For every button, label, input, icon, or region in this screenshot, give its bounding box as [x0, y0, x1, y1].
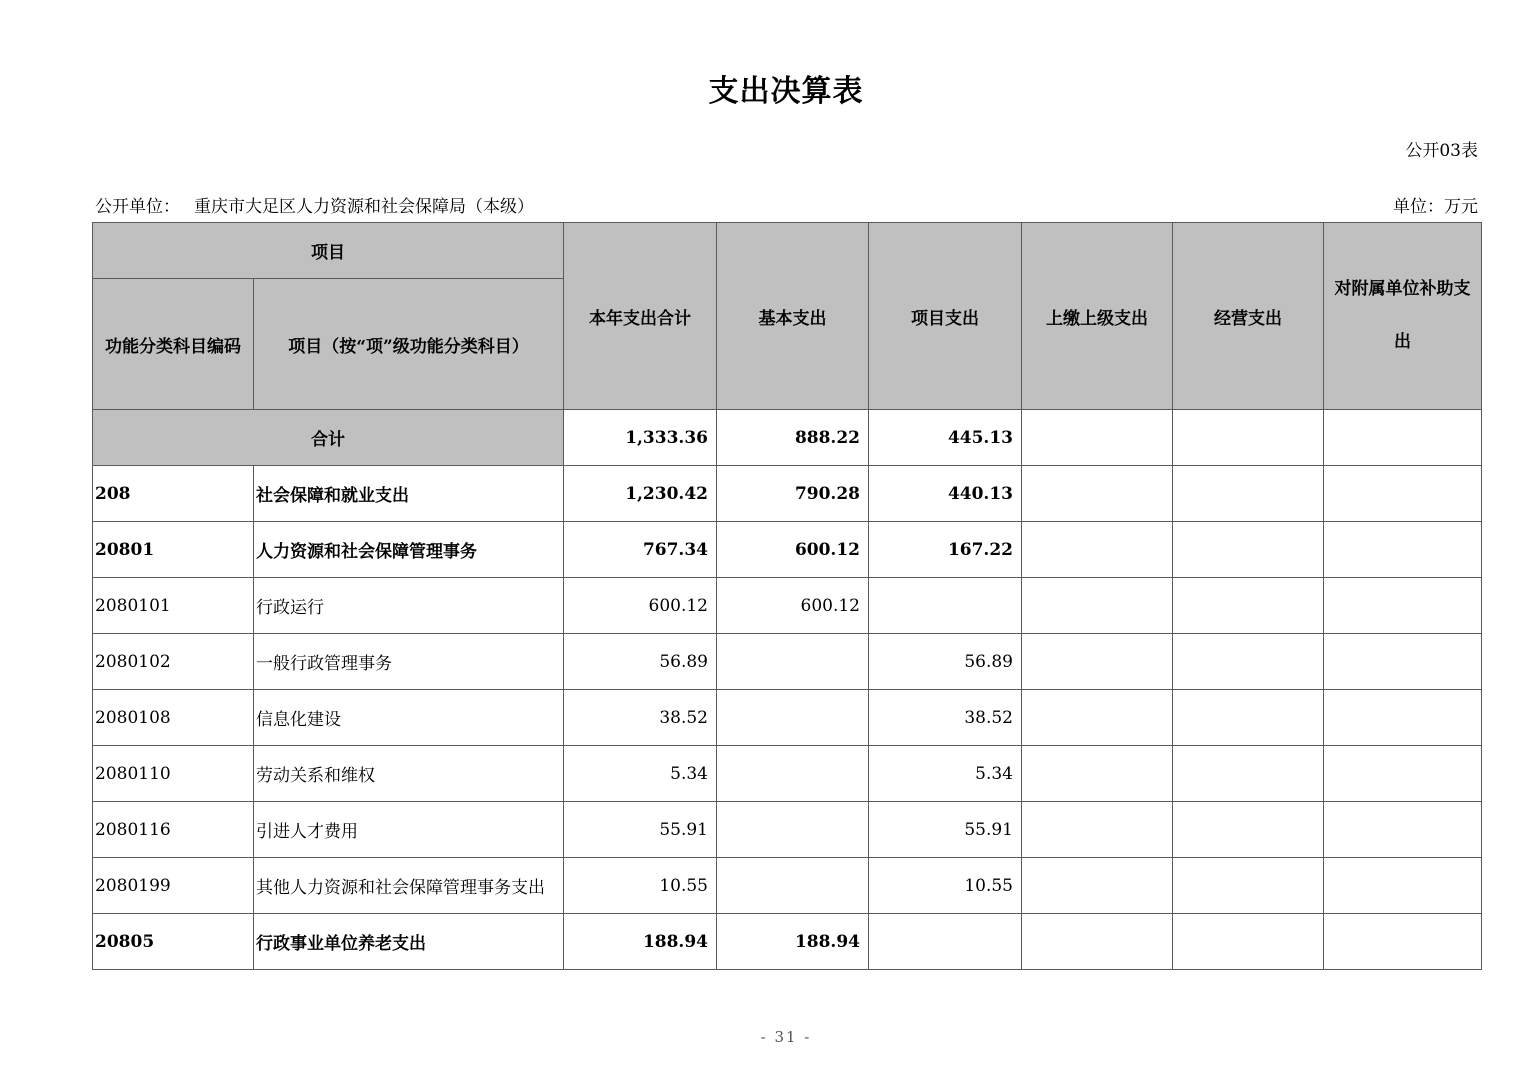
- cell-total: 600.12: [564, 578, 717, 634]
- table-row: [93, 746, 1482, 802]
- cell-name: 行政运行: [254, 578, 564, 634]
- cell-business: [1173, 746, 1324, 802]
- total-sum: 1,333.36: [564, 410, 717, 466]
- cell-subsidy: [1324, 466, 1482, 522]
- cell-name: 劳动关系和维权: [254, 746, 564, 802]
- cell-name: 引进人才费用: [254, 802, 564, 858]
- form-number: 公开03表: [1405, 141, 1478, 161]
- table-row: [93, 802, 1482, 858]
- expenditure-table: [92, 222, 1482, 970]
- cell-code: 2080108: [93, 690, 254, 746]
- cell-project: 38.52: [869, 690, 1022, 746]
- table-row: [93, 858, 1482, 914]
- money-unit: 单位：万元: [1393, 197, 1478, 217]
- reporting-unit-label: 公开单位：: [95, 197, 180, 217]
- cell-basic: 600.12: [717, 522, 869, 578]
- cell-name: 人力资源和社会保障管理事务: [254, 522, 564, 578]
- cell-business: [1173, 914, 1324, 970]
- reporting-unit: [95, 192, 534, 217]
- cell-name: 其他人力资源和社会保障管理事务支出: [254, 858, 564, 914]
- cell-upper: [1022, 802, 1173, 858]
- cell-subsidy: [1324, 522, 1482, 578]
- cell-code: 208: [93, 466, 254, 522]
- cell-project: 167.22: [869, 522, 1022, 578]
- cell-name: 一般行政管理事务: [254, 634, 564, 690]
- table-row: [93, 634, 1482, 690]
- table-row: [93, 522, 1482, 578]
- cell-total: 1,230.42: [564, 466, 717, 522]
- table-row: [93, 466, 1482, 522]
- table-row: [93, 690, 1482, 746]
- total-project: 445.13: [869, 410, 1022, 466]
- cell-basic: [717, 802, 869, 858]
- cell-upper: [1022, 578, 1173, 634]
- total-business: [1173, 410, 1324, 466]
- cell-project: [869, 914, 1022, 970]
- cell-basic: 188.94: [717, 914, 869, 970]
- cell-business: [1173, 802, 1324, 858]
- cell-business: [1173, 634, 1324, 690]
- cell-basic: 790.28: [717, 466, 869, 522]
- cell-project: 56.89: [869, 634, 1022, 690]
- header-code: 功能分类科目编码: [93, 279, 254, 410]
- page-title: 支出决算表: [708, 74, 864, 109]
- cell-total: 188.94: [564, 914, 717, 970]
- cell-subsidy: [1324, 634, 1482, 690]
- header-subsidy: 对附属单位补助支出: [1324, 223, 1482, 410]
- cell-business: [1173, 690, 1324, 746]
- total-label: 合计: [93, 410, 564, 466]
- cell-upper: [1022, 746, 1173, 802]
- page-number: - 31 -: [760, 1028, 812, 1046]
- cell-code: 2080110: [93, 746, 254, 802]
- cell-project: 10.55: [869, 858, 1022, 914]
- cell-subsidy: [1324, 858, 1482, 914]
- cell-total: 38.52: [564, 690, 717, 746]
- cell-project: 55.91: [869, 802, 1022, 858]
- cell-project: 440.13: [869, 466, 1022, 522]
- cell-business: [1173, 578, 1324, 634]
- cell-subsidy: [1324, 578, 1482, 634]
- cell-project: 5.34: [869, 746, 1022, 802]
- cell-subsidy: [1324, 802, 1482, 858]
- cell-project: [869, 578, 1022, 634]
- cell-total: 767.34: [564, 522, 717, 578]
- cell-name: 信息化建设: [254, 690, 564, 746]
- cell-upper: [1022, 690, 1173, 746]
- cell-basic: [717, 690, 869, 746]
- cell-basic: [717, 634, 869, 690]
- cell-code: 2080102: [93, 634, 254, 690]
- reporting-unit-name: 重庆市大足区人力资源和社会保障局（本级）: [194, 197, 534, 217]
- cell-upper: [1022, 914, 1173, 970]
- cell-upper: [1022, 522, 1173, 578]
- total-row: [93, 410, 1482, 466]
- cell-name: 社会保障和就业支出: [254, 466, 564, 522]
- cell-upper: [1022, 466, 1173, 522]
- table-row: [93, 578, 1482, 634]
- cell-basic: [717, 746, 869, 802]
- total-upper: [1022, 410, 1173, 466]
- table-row: [93, 914, 1482, 970]
- cell-code: 2080116: [93, 802, 254, 858]
- header-upper: 上缴上级支出: [1022, 223, 1173, 410]
- cell-total: 55.91: [564, 802, 717, 858]
- header-project-group: 项目: [93, 223, 564, 279]
- cell-code: 20801: [93, 522, 254, 578]
- cell-subsidy: [1324, 914, 1482, 970]
- header-item: 项目（按“项”级功能分类科目）: [254, 279, 564, 410]
- header-business: 经营支出: [1173, 223, 1324, 410]
- cell-code: 20805: [93, 914, 254, 970]
- header-basic: 基本支出: [717, 223, 869, 410]
- cell-business: [1173, 858, 1324, 914]
- cell-basic: [717, 858, 869, 914]
- cell-code: 2080199: [93, 858, 254, 914]
- cell-subsidy: [1324, 746, 1482, 802]
- total-basic: 888.22: [717, 410, 869, 466]
- cell-total: 56.89: [564, 634, 717, 690]
- header-project: 项目支出: [869, 223, 1022, 410]
- cell-code: 2080101: [93, 578, 254, 634]
- cell-name: 行政事业单位养老支出: [254, 914, 564, 970]
- cell-total: 5.34: [564, 746, 717, 802]
- cell-upper: [1022, 634, 1173, 690]
- cell-business: [1173, 522, 1324, 578]
- cell-business: [1173, 466, 1324, 522]
- header-total: 本年支出合计: [564, 223, 717, 410]
- cell-basic: 600.12: [717, 578, 869, 634]
- total-subsidy: [1324, 410, 1482, 466]
- cell-subsidy: [1324, 690, 1482, 746]
- cell-upper: [1022, 858, 1173, 914]
- cell-total: 10.55: [564, 858, 717, 914]
